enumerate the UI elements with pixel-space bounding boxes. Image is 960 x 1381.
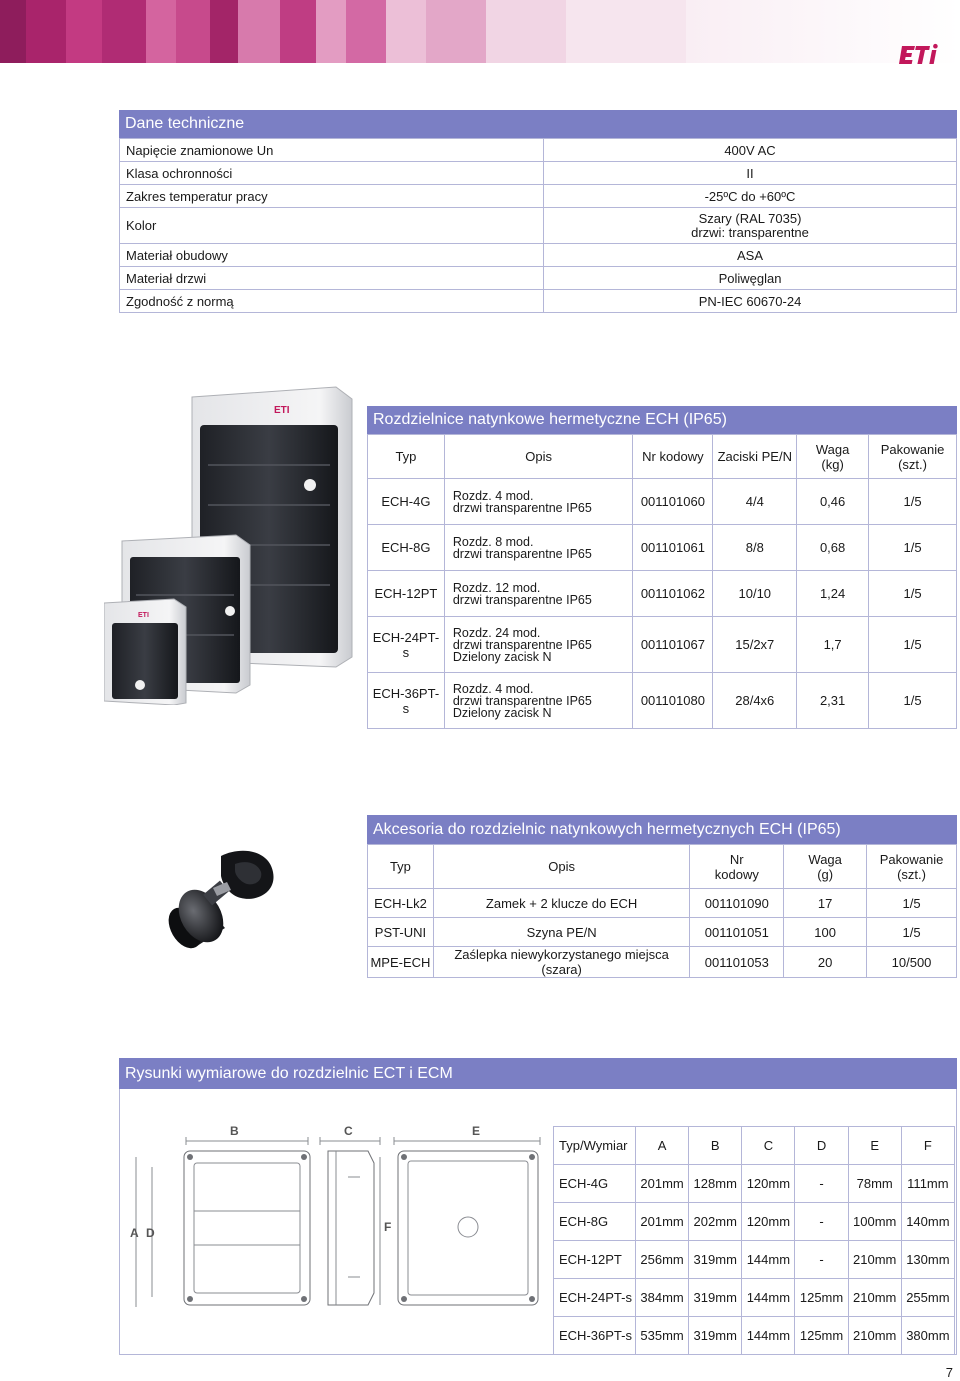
cell-c: 120mm bbox=[742, 1203, 795, 1241]
header-line: Pakowanie bbox=[879, 851, 944, 867]
banner-stripe bbox=[426, 0, 486, 63]
header-line: (kg) bbox=[821, 456, 844, 472]
cell-pakowanie: 1/5 bbox=[869, 617, 957, 673]
column-header-zaciski: Zaciski PE/N bbox=[713, 435, 797, 479]
dimensions-title: Rysunki wymiarowe do rozdzielnic ECT i ECM bbox=[119, 1058, 957, 1089]
banner-stripe bbox=[0, 0, 26, 63]
table-row bbox=[554, 1165, 955, 1203]
banner-stripe bbox=[146, 0, 176, 63]
cell-b: 319mm bbox=[689, 1279, 742, 1317]
cell-opis: Zamek + 2 klucze do ECH bbox=[433, 889, 689, 918]
cell-d: 125mm bbox=[795, 1279, 848, 1317]
accessories-section bbox=[367, 815, 957, 978]
header-banner bbox=[0, 0, 960, 78]
opis-line: drzwi transparentne IP65 bbox=[452, 500, 592, 515]
cell-a: 201mm bbox=[636, 1165, 689, 1203]
cell-b: 128mm bbox=[689, 1165, 742, 1203]
banner-stripe bbox=[26, 0, 66, 63]
column-header-typ: Typ bbox=[368, 845, 434, 889]
column-header-a: A bbox=[636, 1127, 689, 1165]
banner-stripe bbox=[386, 0, 426, 63]
accessories-table bbox=[367, 844, 957, 978]
cell-f: 255mm bbox=[901, 1279, 954, 1317]
label-e: E bbox=[472, 1124, 481, 1138]
table-row bbox=[120, 267, 957, 290]
cell-pakowanie: 10/500 bbox=[867, 947, 957, 978]
cell-e: 210mm bbox=[848, 1241, 901, 1279]
tech-label: Zakres temperatur pracy bbox=[120, 185, 544, 208]
table-row bbox=[368, 889, 957, 918]
cell-waga: 2,31 bbox=[797, 673, 869, 729]
cell-waga: 100 bbox=[784, 918, 867, 947]
header-line: kodowy bbox=[714, 866, 759, 882]
label-a: A bbox=[130, 1226, 139, 1240]
column-header-opis: Opis bbox=[433, 845, 689, 889]
table-row bbox=[368, 479, 957, 525]
banner-stripe bbox=[316, 0, 346, 63]
column-header-b: B bbox=[689, 1127, 742, 1165]
eti-logo bbox=[898, 40, 942, 74]
svg-text:ETI: ETI bbox=[274, 405, 290, 416]
cell-pakowanie: 1/5 bbox=[867, 918, 957, 947]
page-number: 7 bbox=[945, 1365, 953, 1380]
cell-kod: 001101080 bbox=[633, 673, 713, 729]
cell-zaciski: 8/8 bbox=[713, 525, 797, 571]
column-header-pakowanie bbox=[867, 845, 957, 889]
cell-pakowanie: 1/5 bbox=[869, 525, 957, 571]
opis-line: drzwi transparentne IP65 bbox=[452, 693, 592, 708]
table-row bbox=[120, 290, 957, 313]
cell-f: 140mm bbox=[901, 1203, 954, 1241]
cell-kod: 001101053 bbox=[690, 947, 784, 978]
cell-e: 78mm bbox=[848, 1165, 901, 1203]
header-line: Waga bbox=[815, 441, 850, 457]
header-line: Nr bbox=[729, 851, 744, 867]
tech-label: Zgodność z normą bbox=[120, 290, 544, 313]
column-header-waga bbox=[784, 845, 867, 889]
tech-value bbox=[544, 208, 957, 244]
cell-waga: 20 bbox=[784, 947, 867, 978]
cell-typ: ECH-24PT-s bbox=[368, 617, 445, 673]
cell-pakowanie: 1/5 bbox=[867, 889, 957, 918]
cell-a: 535mm bbox=[636, 1317, 689, 1355]
cell-typ: ECH-4G bbox=[368, 479, 445, 525]
cell-b: 202mm bbox=[689, 1203, 742, 1241]
cell-waga: 0,46 bbox=[797, 479, 869, 525]
table-row bbox=[554, 1279, 955, 1317]
cell-f: 130mm bbox=[901, 1241, 954, 1279]
ech-table bbox=[367, 434, 957, 729]
cell-c: 144mm bbox=[742, 1279, 795, 1317]
banner-stripe bbox=[66, 0, 102, 63]
table-row bbox=[120, 244, 957, 267]
cell-zaciski: 4/4 bbox=[713, 479, 797, 525]
header-line: (szt.) bbox=[897, 866, 926, 882]
header-line: (szt.) bbox=[898, 456, 927, 472]
cell-kod: 001101051 bbox=[690, 918, 784, 947]
column-header-opis: Opis bbox=[444, 435, 633, 479]
cell-d: 125mm bbox=[795, 1317, 848, 1355]
cell-e: 210mm bbox=[848, 1279, 901, 1317]
enclosures-photo bbox=[104, 385, 372, 705]
table-row bbox=[368, 617, 957, 673]
column-header-waga bbox=[797, 435, 869, 479]
cell-d: - bbox=[795, 1165, 848, 1203]
tech-value: -25ºC do +60ºC bbox=[544, 185, 957, 208]
cell-waga: 1,24 bbox=[797, 571, 869, 617]
technical-data-table bbox=[119, 138, 957, 313]
cell-zaciski: 15/2x7 bbox=[713, 617, 797, 673]
header-line: Waga bbox=[808, 851, 842, 867]
tech-value: PN-IEC 60670-24 bbox=[544, 290, 957, 313]
cell-e: 210mm bbox=[848, 1317, 901, 1355]
table-row bbox=[368, 571, 957, 617]
table-header-row bbox=[554, 1127, 955, 1165]
table-header-row bbox=[368, 845, 957, 889]
cell-opis: Zaślepka niewykorzystanego miejsca (szara) bbox=[433, 947, 689, 978]
cell-opis bbox=[444, 571, 633, 617]
cell-kod: 001101061 bbox=[633, 525, 713, 571]
cell-d: - bbox=[795, 1241, 848, 1279]
lock-key-photo bbox=[165, 842, 280, 964]
table-row bbox=[368, 673, 957, 729]
header-line: (g) bbox=[817, 866, 834, 882]
column-header-c: C bbox=[742, 1127, 795, 1165]
cell-d: - bbox=[795, 1203, 848, 1241]
cell-opis bbox=[444, 525, 633, 571]
opis-line: drzwi transparentne IP65 bbox=[452, 546, 592, 561]
cell-waga: 0,68 bbox=[797, 525, 869, 571]
banner-stripe bbox=[102, 0, 146, 63]
opis-line: Dzielony zacisk N bbox=[452, 705, 552, 720]
cell-f: 111mm bbox=[901, 1165, 954, 1203]
tech-value: Poliwęglan bbox=[544, 267, 957, 290]
cell-typ: MPE-ECH bbox=[368, 947, 434, 978]
ech-section bbox=[367, 406, 957, 729]
tech-value-line: drzwi: transparentne bbox=[691, 224, 809, 240]
cell-a: 384mm bbox=[636, 1279, 689, 1317]
cell-kod: 001101060 bbox=[633, 479, 713, 525]
tech-value-line: Szary (RAL 7035) bbox=[698, 210, 802, 226]
opis-line: Rozdz. 4 mod. bbox=[452, 488, 534, 503]
dimensions-table bbox=[553, 1126, 955, 1355]
cell-zaciski: 10/10 bbox=[713, 571, 797, 617]
label-b: B bbox=[230, 1124, 239, 1138]
cell-c: 144mm bbox=[742, 1317, 795, 1355]
cell-typ: ECH-36PT-s bbox=[368, 673, 445, 729]
table-row bbox=[120, 185, 957, 208]
cell-pakowanie: 1/5 bbox=[869, 571, 957, 617]
opis-line: Rozdz. 12 mod. bbox=[452, 580, 541, 595]
column-header-e: E bbox=[848, 1127, 901, 1165]
opis-line: Rozdz. 8 mod. bbox=[452, 534, 534, 549]
cell-kod: 001101062 bbox=[633, 571, 713, 617]
tech-value: 400V AC bbox=[544, 139, 957, 162]
column-header-nr-kodowy bbox=[690, 845, 784, 889]
table-row bbox=[554, 1203, 955, 1241]
dimension-drawing bbox=[122, 1117, 550, 1315]
accessories-title: Akcesoria do rozdzielnic natynkowych hermetycznych ECH (IP65) bbox=[367, 815, 957, 844]
column-header-typ: Typ bbox=[368, 435, 445, 479]
table-header-row bbox=[368, 435, 957, 479]
opis-line: drzwi transparentne IP65 bbox=[452, 637, 592, 652]
svg-text:ETI: ETI bbox=[138, 612, 149, 619]
opis-line: Rozdz. 24 mod. bbox=[452, 625, 541, 640]
cell-f: 380mm bbox=[901, 1317, 954, 1355]
cell-pakowanie: 1/5 bbox=[869, 673, 957, 729]
table-row bbox=[120, 162, 957, 185]
opis-line: drzwi transparentne IP65 bbox=[452, 592, 592, 607]
cell-opis bbox=[444, 673, 633, 729]
cell-typ: ECH-36PT-s bbox=[554, 1317, 636, 1355]
column-header-d: D bbox=[795, 1127, 848, 1165]
header-line: Pakowanie bbox=[880, 441, 945, 457]
banner-stripe bbox=[566, 0, 686, 63]
tech-value: ASA bbox=[544, 244, 957, 267]
label-c: C bbox=[344, 1124, 353, 1138]
cell-e: 100mm bbox=[848, 1203, 901, 1241]
cell-typ: PST-UNI bbox=[368, 918, 434, 947]
cell-typ: ECH-12PT bbox=[554, 1241, 636, 1279]
cell-waga: 1,7 bbox=[797, 617, 869, 673]
cell-opis: Szyna PE/N bbox=[433, 918, 689, 947]
cell-zaciski: 28/4x6 bbox=[713, 673, 797, 729]
cell-typ: ECH-Lk2 bbox=[368, 889, 434, 918]
cell-c: 120mm bbox=[742, 1165, 795, 1203]
banner-stripe bbox=[486, 0, 566, 63]
banner-stripe bbox=[176, 0, 210, 63]
opis-line: Dzielony zacisk N bbox=[452, 649, 552, 664]
table-row bbox=[120, 208, 957, 244]
technical-data-title: Dane techniczne bbox=[119, 110, 957, 138]
cell-typ: ECH-4G bbox=[554, 1165, 636, 1203]
tech-value: II bbox=[544, 162, 957, 185]
label-f: F bbox=[384, 1220, 392, 1234]
label-d: D bbox=[146, 1226, 155, 1240]
banner-stripe bbox=[238, 0, 280, 63]
dimensions-table-wrap bbox=[553, 1126, 955, 1355]
banner-stripe bbox=[346, 0, 386, 63]
opis-line: Rozdz. 4 mod. bbox=[452, 681, 534, 696]
banner-stripe bbox=[280, 0, 316, 63]
cell-b: 319mm bbox=[689, 1241, 742, 1279]
cell-waga: 17 bbox=[784, 889, 867, 918]
cell-opis bbox=[444, 617, 633, 673]
cell-typ: ECH-8G bbox=[554, 1203, 636, 1241]
table-row bbox=[368, 525, 957, 571]
table-row bbox=[120, 139, 957, 162]
cell-a: 201mm bbox=[636, 1203, 689, 1241]
tech-label: Materiał drzwi bbox=[120, 267, 544, 290]
cell-typ: ECH-8G bbox=[368, 525, 445, 571]
cell-pakowanie: 1/5 bbox=[869, 479, 957, 525]
table-row bbox=[368, 918, 957, 947]
cell-typ: ECH-12PT bbox=[368, 571, 445, 617]
ech-title: Rozdzielnice natynkowe hermetyczne ECH (IP65) bbox=[367, 406, 957, 434]
column-header-nr-kodowy: Nr kodowy bbox=[633, 435, 713, 479]
cell-typ: ECH-24PT-s bbox=[554, 1279, 636, 1317]
technical-data-section bbox=[119, 110, 957, 313]
tech-label: Kolor bbox=[120, 208, 544, 244]
cell-c: 144mm bbox=[742, 1241, 795, 1279]
column-header-f: F bbox=[901, 1127, 954, 1165]
tech-label: Klasa ochronności bbox=[120, 162, 544, 185]
cell-kod: 001101090 bbox=[690, 889, 784, 918]
cell-b: 319mm bbox=[689, 1317, 742, 1355]
column-header-pakowanie bbox=[869, 435, 957, 479]
column-header-typ-wymiar: Typ/Wymiar bbox=[554, 1127, 636, 1165]
cell-opis bbox=[444, 479, 633, 525]
table-row bbox=[554, 1317, 955, 1355]
table-row bbox=[554, 1241, 955, 1279]
tech-label: Napięcie znamionowe Un bbox=[120, 139, 544, 162]
banner-stripe bbox=[210, 0, 238, 63]
cell-a: 256mm bbox=[636, 1241, 689, 1279]
tech-label: Materiał obudowy bbox=[120, 244, 544, 267]
cell-kod: 001101067 bbox=[633, 617, 713, 673]
table-row bbox=[368, 947, 957, 978]
